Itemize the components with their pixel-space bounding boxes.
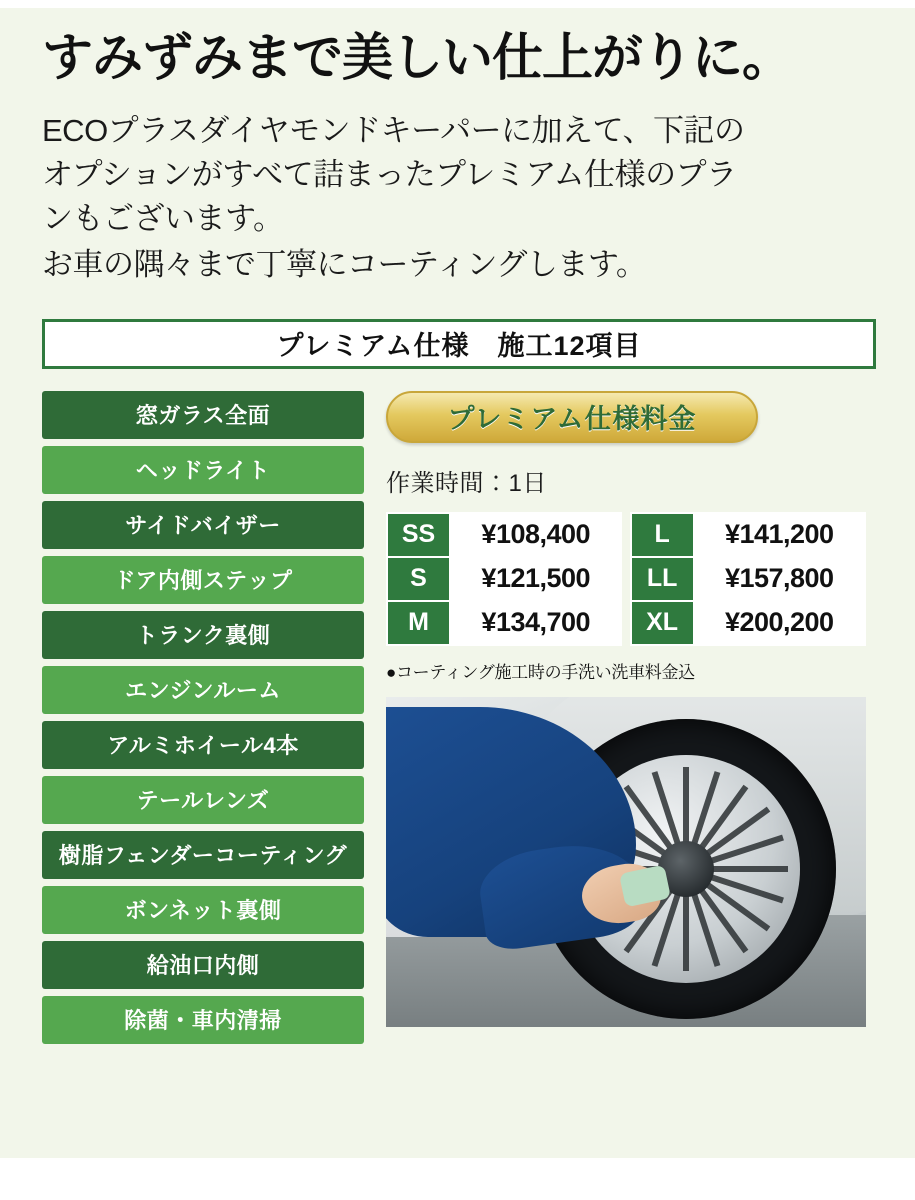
price-panel [386,391,876,1051]
price-cell: ¥134,700 [450,601,621,645]
list-item: ボンネット裏側 [42,886,364,934]
price-note: ●コーティング施工時の手洗い洗車料金込 [386,662,695,682]
price-table [386,512,866,646]
top-white-bar [0,0,915,8]
list-item: トランク裏側 [42,611,364,659]
table-row [387,601,865,645]
column-gap [621,557,630,601]
table-row [387,513,865,557]
list-item: アルミホイール4本 [42,721,364,769]
premium-price-ribbon [386,391,758,443]
price-cell: ¥121,500 [450,557,621,601]
bottom-white-bar [0,1158,915,1200]
intro-line-3: ンもございます。 [42,200,284,236]
size-cell: LL [631,557,694,601]
list-item: 除菌・車内清掃 [42,996,364,1044]
intro-line-2: オプションがすべて詰まったプレミアム仕様のプラ [42,156,737,192]
column-gap [621,601,630,645]
list-item: ヘッドライト [42,446,364,494]
price-cell: ¥157,800 [694,557,865,601]
size-cell: SS [387,513,450,557]
list-item: エンジンルーム [42,666,364,714]
column-gap [621,513,630,557]
service-item-list [42,391,364,1051]
section-title-box [42,319,876,369]
list-item: ドア内側ステップ [42,556,364,604]
list-item: 樹脂フェンダーコーティング [42,831,364,879]
intro-line-1: ECOプラスダイヤモンドキーパーに加えて、下記の [42,112,745,148]
list-item: 窓ガラス全面 [42,391,364,439]
list-item: サイドバイザー [42,501,364,549]
price-cell: ¥200,200 [694,601,865,645]
list-item: 給油口内側 [42,941,364,989]
work-time-label: 作業時間：1日 [386,469,547,497]
size-cell: XL [631,601,694,645]
page-title: すみずみまで美しい仕上がりに。 [42,29,793,88]
list-item: テールレンズ [42,776,364,824]
premium-price-ribbon-label: プレミアム仕様料金 [447,404,697,435]
size-cell: M [387,601,450,645]
table-row [387,557,865,601]
wheel-coating-photo [386,697,866,1027]
price-cell: ¥108,400 [450,513,621,557]
price-cell: ¥141,200 [694,513,865,557]
intro-line-4: お車の隅々まで丁寧にコーティングします。 [42,246,647,282]
section-title-label: プレミアム仕様 施工12項目 [276,331,642,362]
size-cell: L [631,513,694,557]
size-cell: S [387,557,450,601]
content-area [42,30,876,1051]
intro-paragraph [42,109,876,287]
two-column-area [42,391,876,1051]
